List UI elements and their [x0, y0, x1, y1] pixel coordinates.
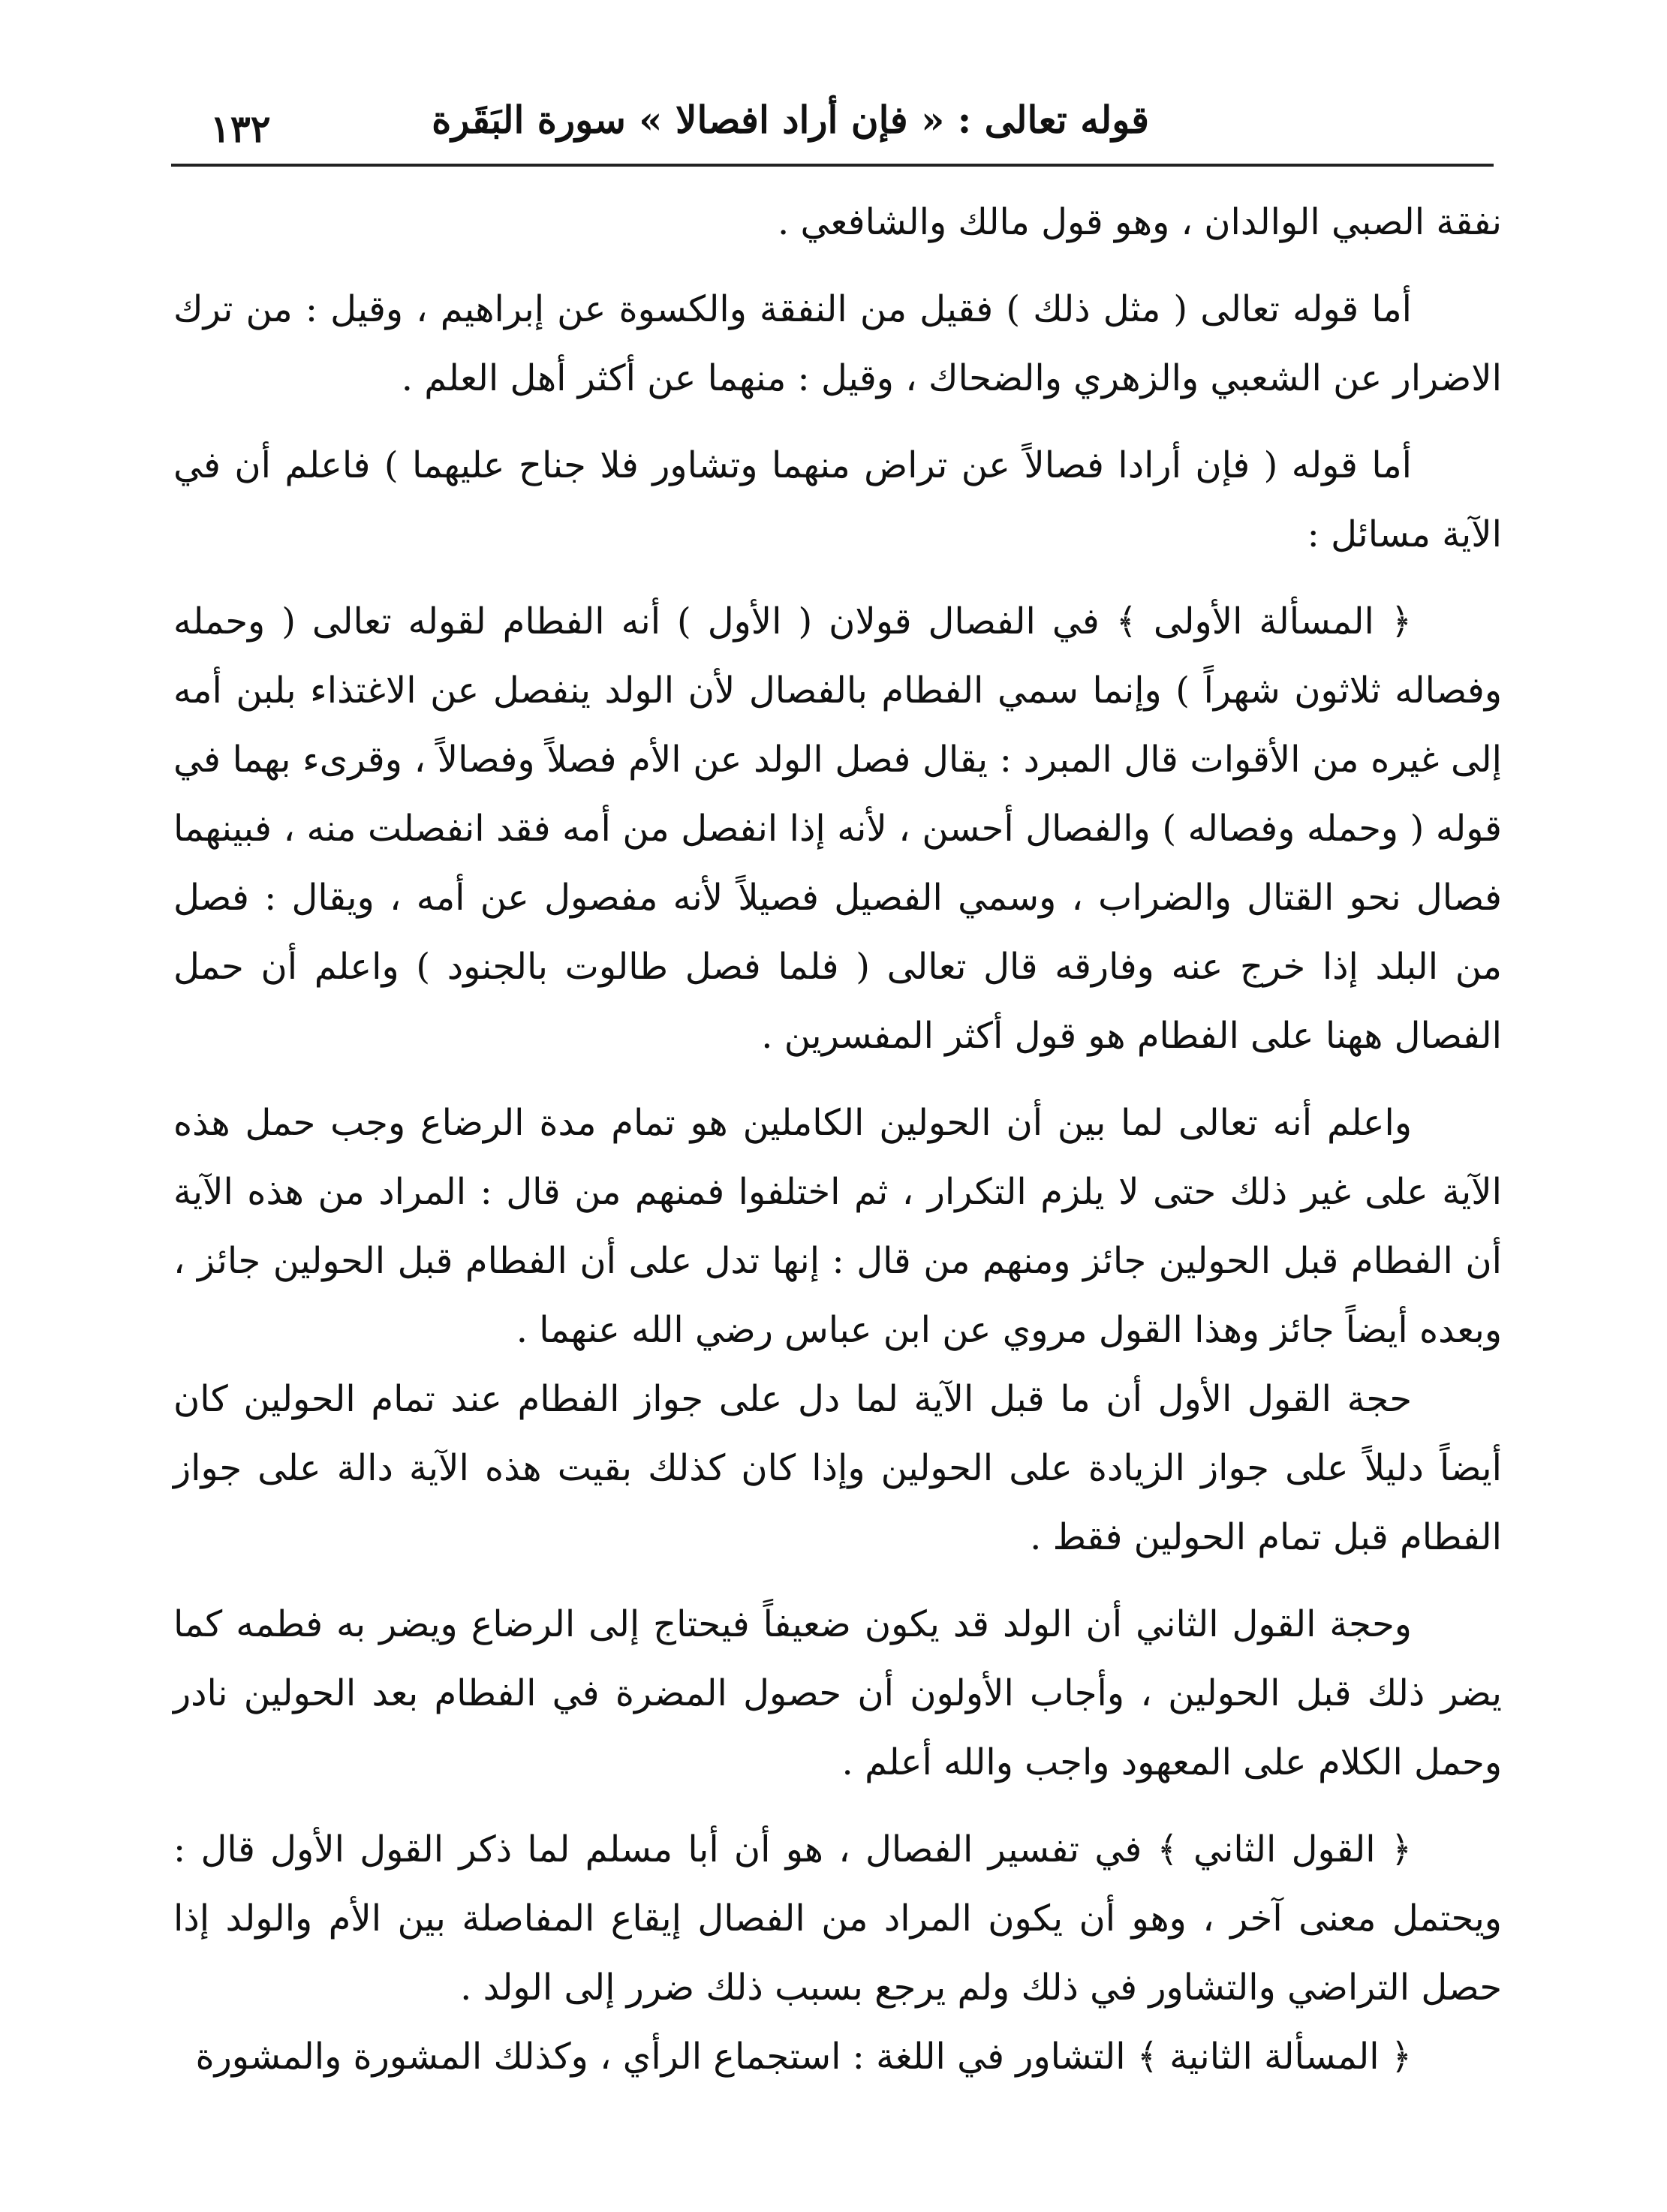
page-body [173, 188, 1502, 2091]
page-header [173, 90, 1494, 158]
paragraph-6: حجة القول الأول أن ما قبل الآية لما دل على جواز الفطام عند تمام الحولين كان أيضاً دليلاً على جواز الزيادة على الحولين وإذا كان كذلك بقيت هذه الآية دالة على جواز الفطام قبل تمام الحولين فقط . [173, 1378, 1503, 1558]
paragraph-3: أما قوله ( فإن أرادا فصالاً عن تراض منهما وتشاور فلا جناح عليهما ) فاعلم أن في الآية مسائل : [173, 444, 1502, 555]
header-divider [171, 164, 1494, 167]
page-number: ١٣٢ [210, 107, 271, 151]
paragraph-1: نفقة الصبي الوالدان ، وهو قول مالك والشافعي . [777, 201, 1502, 243]
paragraph-9: ﴿ المسألة الثانية ﴾ التشاور في اللغة : استجماع الرأي ، وكذلك المشورة والمشورة [195, 2036, 1412, 2078]
paragraph-8: ﴿ القول الثاني ﴾ في تفسير الفصال ، هو أن أبا مسلم لما ذكر القول الأول قال : ويحتمل معنى آخر ، وهو أن يكون المراد من الفصال إيقاع المفاصلة بين الأم والولد إذا حصل التراضي والتشاور في ذلك ولم يرجع بسبب ذلك ضرر إلى الولد . [173, 1828, 1502, 2009]
paragraph-4: ﴿ المسألة الأولى ﴾ في الفصال قولان ( الأول ) أنه الفطام لقوله تعالى ( وحمله وفصاله ثلاثون شهراً ) وإنما سمي الفطام بالفصال لأن الولد ينفصل عن الاغتذاء بلبن أمه إلى غيره من الأقوات قال المبرد : يقال فصل الولد عن الأم فصلاً وفصالاً ، وقرىء بهما في قوله ( وحمله وفصاله ) والفصال أحسن ، لأنه إذا انفصل من أمه فقد انفصلت منه ، فبينهما فصال نحو القتال والضراب ، وسمي الفصيل فصيلاً لأنه مفصول عن أمه ، ويقال : فصل من البلد إذا خرج عنه وفارقه قال تعالى ( فلما فصل طالوت بالجنود ) واعلم أن حمل الفصال ههنا على الفطام هو قول أكثر المفسرين . [173, 600, 1502, 1057]
paragraph-5: واعلم أنه تعالى لما بين أن الحولين الكاملين هو تمام مدة الرضاع وجب حمل هذه الآية على غير ذلك حتى لا يلزم التكرار ، ثم اختلفوا فمنهم من قال : المراد من هذه الآية أن الفطام قبل الحولين جائز ومنهم من قال : إنها تدل على أن الفطام قبل الحولين جائز ، وبعده أيضاً جائز وهذا القول مروي عن ابن عباس رضي الله عنهما . [173, 1102, 1502, 1351]
running-title: قوله تعالى : « فإن أراد افصالا » سورة البَقَرة [432, 98, 1149, 142]
paragraph-2: أما قوله تعالى ( مثل ذلك ) فقيل من النفقة والكسوة عن إبراهيم ، وقيل : من ترك الاضرار عن الشعبي والزهري والضحاك ، وقيل : منهما عن أكثر أهل العلم . [173, 288, 1502, 399]
paragraph-7: وحجة القول الثاني أن الولد قد يكون ضعيفاً فيحتاج إلى الرضاع ويضر به فطمه كما يضر ذلك قبل الحولين ، وأجاب الأولون أن حصول المضرة في الفطام بعد الحولين نادر وحمل الكلام على المعهود واجب والله أعلم . [173, 1603, 1502, 1783]
